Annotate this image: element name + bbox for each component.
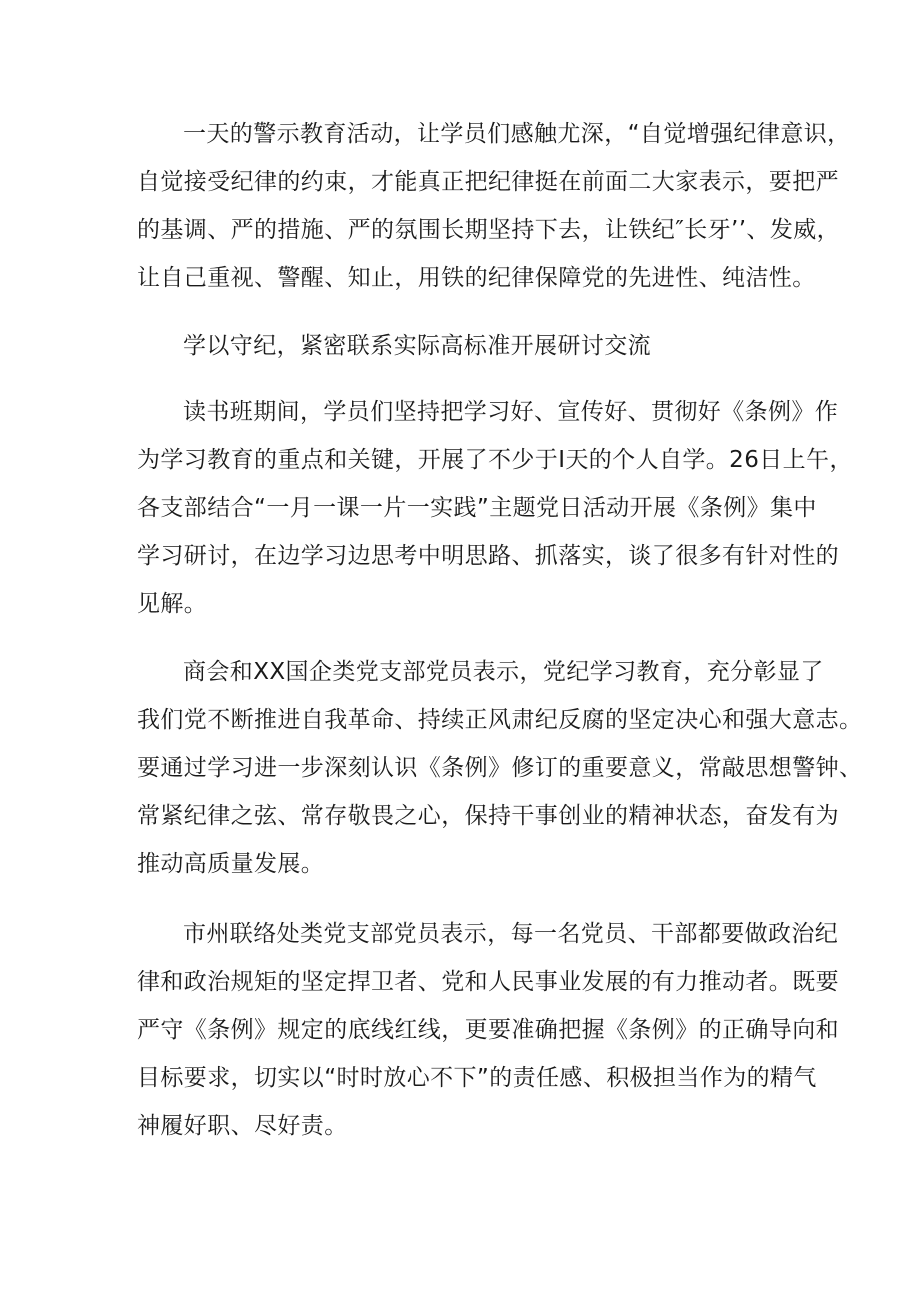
paragraph-line: 让自己重视、警醒、知止，用铁的纪律保障党的先进性、纯洁性。 <box>137 265 816 291</box>
section-heading-text: 学以守纪，紧密联系实际高标准开展研讨交流 <box>183 333 651 359</box>
section-heading <box>137 322 797 370</box>
paragraph-reading-class <box>137 388 853 628</box>
paragraph-line: 学习研讨，在边学习边思考中明思路、抓落实，谈了很多有针对性的 <box>137 543 839 569</box>
paragraph-line: 我们党不断推进自我革命、持续正风肃纪反腐的坚定决心和强大意志。 <box>137 707 863 733</box>
paragraph-line: 要通过学习进一步深刻认识《条例》修订的重要意义，常敲思想警钟、 <box>137 755 863 781</box>
paragraph-line: 各支部结合“一月一课一片一实践”主题党日活动开展《条例》集中 <box>137 495 817 521</box>
paragraph-line: 推动高质量发展。 <box>137 851 325 877</box>
paragraph-line: 目标要求，切实以“时时放心不下”的责任感、积极担当作为的精气 <box>137 1065 817 1091</box>
paragraph-line: 市州联络处类党支部党员表示，每一名党员、干部都要做政治纪 <box>183 921 839 947</box>
paragraph-line: 严守《条例》规定的底线红线，更要准确把握《条例》的正确导向和 <box>137 1017 839 1043</box>
paragraph-line: 的基调、严的措施、严的氛围长期坚持下去，让铁纪″长牙’’、发威， <box>137 217 841 243</box>
paragraph-line: 常紧纪律之弦、常存敬畏之心，保持干事创业的精神状态，奋发有为 <box>137 803 839 829</box>
paragraph-line: 律和政治规矩的坚定捍卫者、党和人民事业发展的有力推动者。既要 <box>137 969 839 995</box>
paragraph-line: 见解。 <box>137 591 208 617</box>
paragraph-line: 为学习教育的重点和关键，开展了不少于I天的个人自学。26日上午， <box>137 447 853 473</box>
paragraph-liaison-office <box>137 910 839 1150</box>
paragraph-chamber-of-commerce <box>137 648 863 888</box>
paragraph-line: 读书班期间，学员们坚持把学习好、宣传好、贯彻好《条例》作 <box>183 399 839 425</box>
paragraph-warning-education <box>137 110 851 302</box>
paragraph-line: 自觉接受纪律的约束，才能真正把纪律挺在前面二大家表示，要把严 <box>137 169 839 195</box>
paragraph-line: 商会和XX国企类党支部党员表示，党纪学习教育，充分彰显了 <box>183 659 824 685</box>
paragraph-line: 神履好职、尽好责。 <box>137 1113 348 1139</box>
paragraph-line: 一天的警示教育活动，让学员们感触尤深，“自觉增强纪律意识， <box>183 121 851 147</box>
